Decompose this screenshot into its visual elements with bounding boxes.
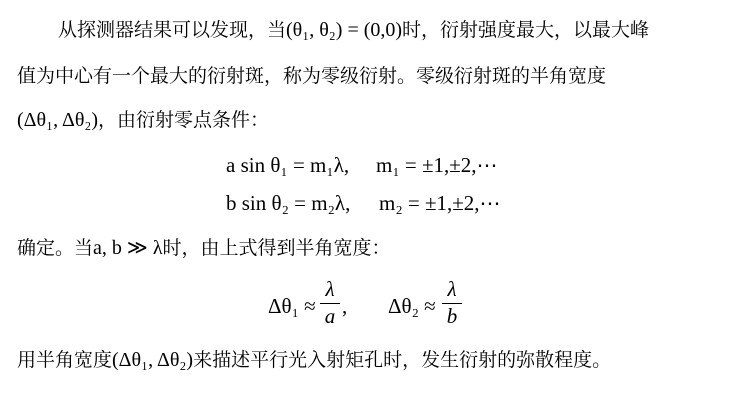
fraction-numerator: λ (447, 277, 457, 301)
paragraph-1-line-3 (17, 110, 269, 130)
condition-ab-much-greater-lambda: a, b ≫ λ (93, 237, 163, 259)
fraction-lambda-over-a (320, 279, 340, 327)
text-segment: 确定。当 (17, 237, 94, 259)
equation-1-left: a sin θ₁ = m₁λ, (226, 153, 350, 177)
paragraph-1-line-2 (17, 67, 606, 86)
equation-2-left: b sin θ₂ = m₂λ, (226, 191, 351, 215)
fraction-denominator: a (324, 304, 336, 328)
paragraph-2 (17, 238, 391, 258)
text-segment: 值为中心有一个最大的衍射斑，称为零级衍射。零级衍射斑的半角宽度 (17, 65, 607, 87)
text-segment: 时，衍射强度最大，以最大峰 (402, 19, 650, 41)
text-segment: ，由衍射零点条件： (98, 109, 270, 131)
fraction-denominator: b (446, 304, 458, 328)
result-delta-theta-1: Δθ₁ ≈ (268, 294, 316, 318)
text-segment: 从探测器结果可以发现，当 (58, 19, 287, 41)
paragraph-3 (17, 350, 611, 370)
condition-theta-zero: (θ₁, θ₂) = (0,0) (286, 19, 403, 41)
fraction-numerator: λ (325, 277, 335, 301)
equation-2-right: m₂ = ±1,±2,⋯ (379, 191, 501, 215)
half-width-expression: (Δθ₁, Δθ₂) (112, 349, 194, 371)
fraction-lambda-over-b (442, 279, 462, 327)
half-width-expression: (Δθ₁, Δθ₂) (17, 109, 99, 131)
result-delta-theta-2: Δθ₂ ≈ (388, 294, 436, 318)
equation-1-right: m₁ = ±1,±2,⋯ (376, 153, 498, 177)
text-segment: 用半角宽度 (17, 349, 113, 371)
text-segment: 来描述平行光入射矩孔时，发生衍射的弥散程度。 (193, 349, 612, 371)
paragraph-1-line-1 (58, 20, 649, 40)
result-comma: , (342, 294, 348, 318)
text-segment: 时，由上式得到半角宽度： (162, 237, 391, 259)
